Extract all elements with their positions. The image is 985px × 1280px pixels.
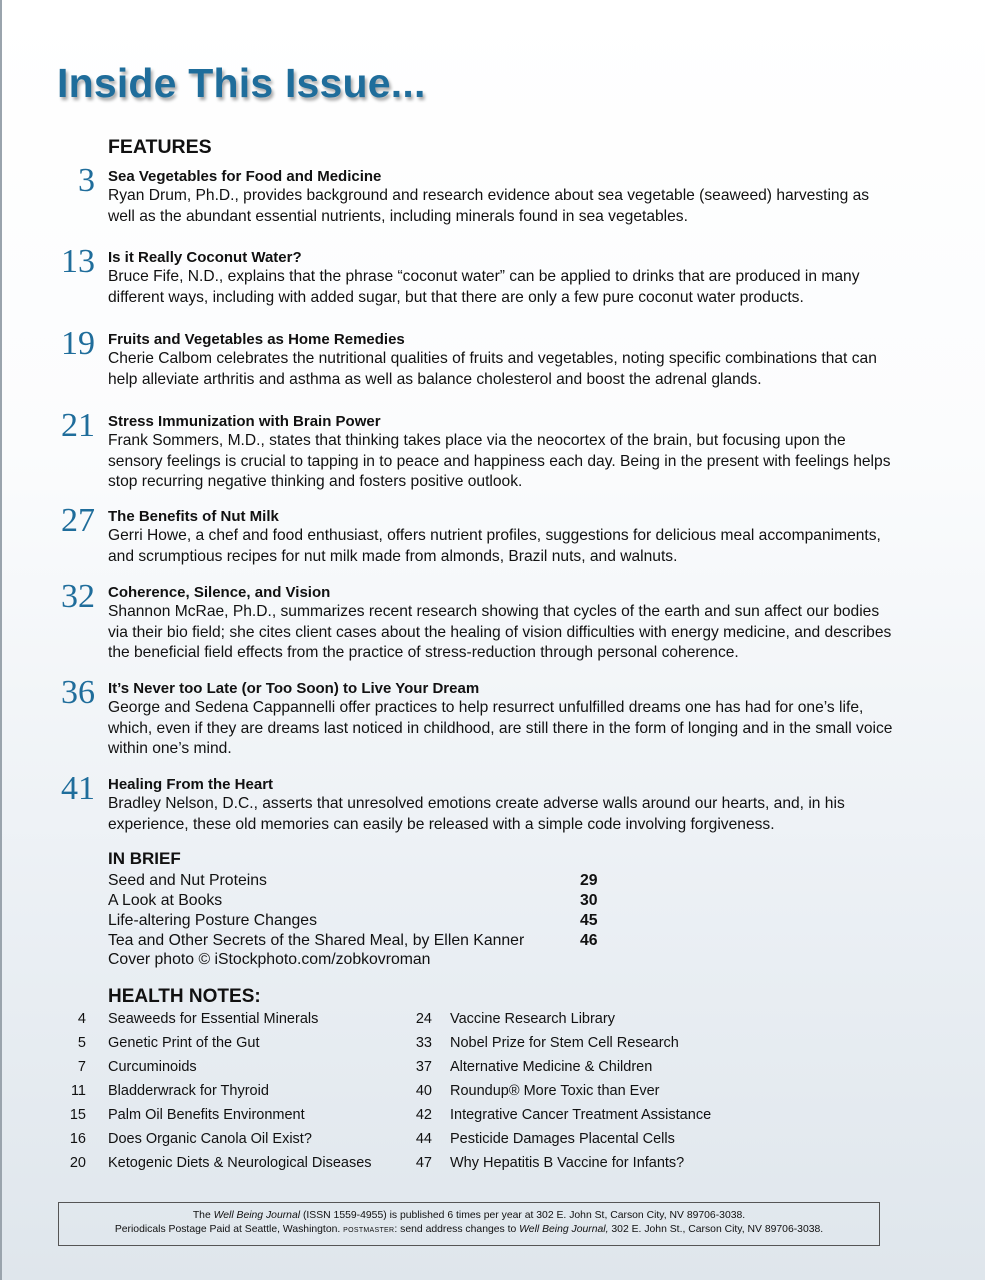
feature-title: Sea Vegetables for Food and Medicine [108, 168, 382, 185]
health-note-page: 16 [69, 1131, 86, 1147]
feature-page-number: 41 [61, 770, 95, 807]
cover-photo-credit: Cover photo © iStockphoto.com/zobkovroman [108, 951, 431, 968]
health-note-title: Why Hepatitis B Vaccine for Infants? [450, 1155, 685, 1171]
feature-description: Shannon McRae, Ph.D., summarizes recent research showing that cycles of the earth and sun affect our bodies via their bio field; she cites client cases about the healing of vision difficulties with energy medicine, and describes the beneficial field effects from the practice of stress-reduction through personal coherence. [108, 603, 892, 661]
health-note-page: 15 [69, 1107, 86, 1123]
health-note-title: Does Organic Canola Oil Exist? [108, 1131, 312, 1147]
in-brief-page: 45 [580, 912, 598, 929]
in-brief-item[interactable] [108, 891, 628, 911]
health-note-title: Pesticide Damages Placental Cells [450, 1131, 675, 1147]
health-note-page: 44 [415, 1131, 432, 1147]
feature-page-number: 21 [61, 407, 95, 444]
in-brief-title: Tea and Other Secrets of the Shared Meal, by Ellen Kanner [108, 932, 525, 949]
health-note-page: 24 [415, 1011, 432, 1027]
health-note-page: 40 [415, 1083, 432, 1099]
health-note-title: Vaccine Research Library [450, 1011, 615, 1027]
health-note-title: Palm Oil Benefits Environment [108, 1107, 305, 1123]
in-brief-item[interactable] [108, 871, 628, 891]
feature-page-number: 13 [61, 243, 95, 280]
feature-description: Bradley Nelson, D.C., asserts that unresolved emotions create adverse walls around our hearts, and, in his experience, these old memories can easily be released with a simple code involving forgiveness. [108, 795, 845, 833]
footer-text: (ISSN 1559-4955) is published 6 times per year at 302 E. John St, Carson City, NV 89706-3038. [300, 1210, 746, 1221]
in-brief-page: 46 [580, 932, 598, 949]
health-note-title: Integrative Cancer Treatment Assistance [450, 1107, 712, 1123]
in-brief-page: 30 [580, 892, 598, 909]
page-title: Inside This Issue... [57, 60, 426, 106]
health-note-page: 37 [415, 1059, 432, 1075]
feature-title: The Benefits of Nut Milk [108, 508, 279, 525]
health-note-page: 47 [415, 1155, 432, 1171]
postmaster-label: postmaster [343, 1224, 395, 1235]
journal-name: Well Being Journal, [519, 1224, 609, 1235]
feature-title: Stress Immunization with Brain Power [108, 413, 381, 430]
footer-text: Periodicals Postage Paid at Seattle, Washington. [114, 1224, 344, 1235]
feature-description: Ryan Drum, Ph.D., provides background and research evidence about sea vegetable (seaweed) harvesting as well as the abundant essential nutrients, including minerals found in sea vegetables. [108, 187, 870, 225]
feature-title: Healing From the Heart [108, 776, 274, 793]
health-note-page: 11 [70, 1083, 86, 1099]
in-brief-item[interactable] [108, 931, 628, 951]
feature-page-number: 27 [61, 502, 95, 539]
feature-description: Cherie Calbom celebrates the nutritional qualities of fruits and vegetables, noting specific combinations that can help alleviate arthritis and asthma as well as balance cholesterol and boost the adrenal glands. [108, 350, 877, 388]
feature-description: George and Sedena Cappannelli offer practices to help resurrect unfulfilled dreams one has had for one’s life, which, even if they are dreams last noticed in childhood, are still there in the form of longing and in the small voice within one’s mind. [108, 699, 893, 757]
health-note-title: Alternative Medicine & Children [450, 1059, 653, 1075]
footer-text: The [192, 1210, 214, 1221]
footer-text: : send address changes to [394, 1224, 520, 1235]
in-brief-title: Seed and Nut Proteins [108, 872, 267, 889]
health-note-page: 33 [415, 1035, 432, 1051]
health-note-title: Roundup® More Toxic than Ever [450, 1083, 660, 1099]
health-note-page: 42 [415, 1107, 432, 1123]
feature-description: Gerri Howe, a chef and food enthusiast, offers nutrient profiles, suggestions for delicious meal accompaniments, and scrumptious recipes for nut milk made from almonds, Brazil nuts, and walnuts. [108, 527, 881, 565]
in-brief-title: Life-altering Posture Changes [108, 912, 317, 929]
health-note-title: Curcuminoids [108, 1059, 197, 1075]
in-brief-page: 29 [580, 872, 598, 889]
feature-page-number: 3 [78, 162, 95, 199]
feature-description: Bruce Fife, N.D., explains that the phrase “coconut water” can be applied to drinks that are produced in many different ways, including with added sugar, but that there are only a few pure coconut water products. [108, 268, 860, 306]
feature-title: Coherence, Silence, and Vision [108, 584, 331, 601]
footer-line-1 [59, 1209, 879, 1223]
feature-description: Frank Sommers, M.D., states that thinking takes place via the neocortex of the brain, but focusing upon the sensory feelings is crucial to tapping in to peace and happiness each day. Being in the present with feelings helps stop recurring negative thinking and fosters positive outlook. [108, 432, 891, 490]
health-note-title: Seaweeds for Essential Minerals [108, 1011, 319, 1027]
health-note-page: 5 [77, 1035, 86, 1051]
publication-footer [58, 1202, 880, 1246]
feature-page-number: 32 [61, 578, 95, 615]
health-note-page: 7 [77, 1059, 86, 1075]
feature-title: It’s Never too Late (or Too Soon) to Live Your Dream [108, 680, 480, 697]
in-brief-list [108, 871, 628, 951]
in-brief-item[interactable] [108, 911, 628, 931]
footer-text: 302 E. John St., Carson City, NV 89706-3038. [608, 1224, 824, 1235]
health-note-title: Bladderwrack for Thyroid [108, 1083, 269, 1099]
in-brief-heading: IN BRIEF [108, 849, 181, 868]
in-brief-title: A Look at Books [108, 892, 223, 909]
feature-title: Fruits and Vegetables as Home Remedies [108, 331, 405, 348]
health-note-page: 20 [69, 1155, 86, 1171]
features-heading: FEATURES [108, 136, 212, 158]
journal-name: Well Being Journal [213, 1210, 301, 1221]
health-note-page: 4 [77, 1011, 86, 1027]
left-edge-rule [0, 0, 2, 1280]
health-note-title: Ketogenic Diets & Neurological Diseases [108, 1155, 372, 1171]
feature-page-number: 36 [61, 674, 95, 711]
health-note-title: Nobel Prize for Stem Cell Research [450, 1035, 679, 1051]
feature-page-number: 19 [61, 325, 95, 362]
footer-line-2 [59, 1223, 879, 1237]
health-notes-heading: HEALTH NOTES: [108, 986, 261, 1007]
health-note-title: Genetic Print of the Gut [108, 1035, 260, 1051]
feature-title: Is it Really Coconut Water? [108, 249, 302, 266]
